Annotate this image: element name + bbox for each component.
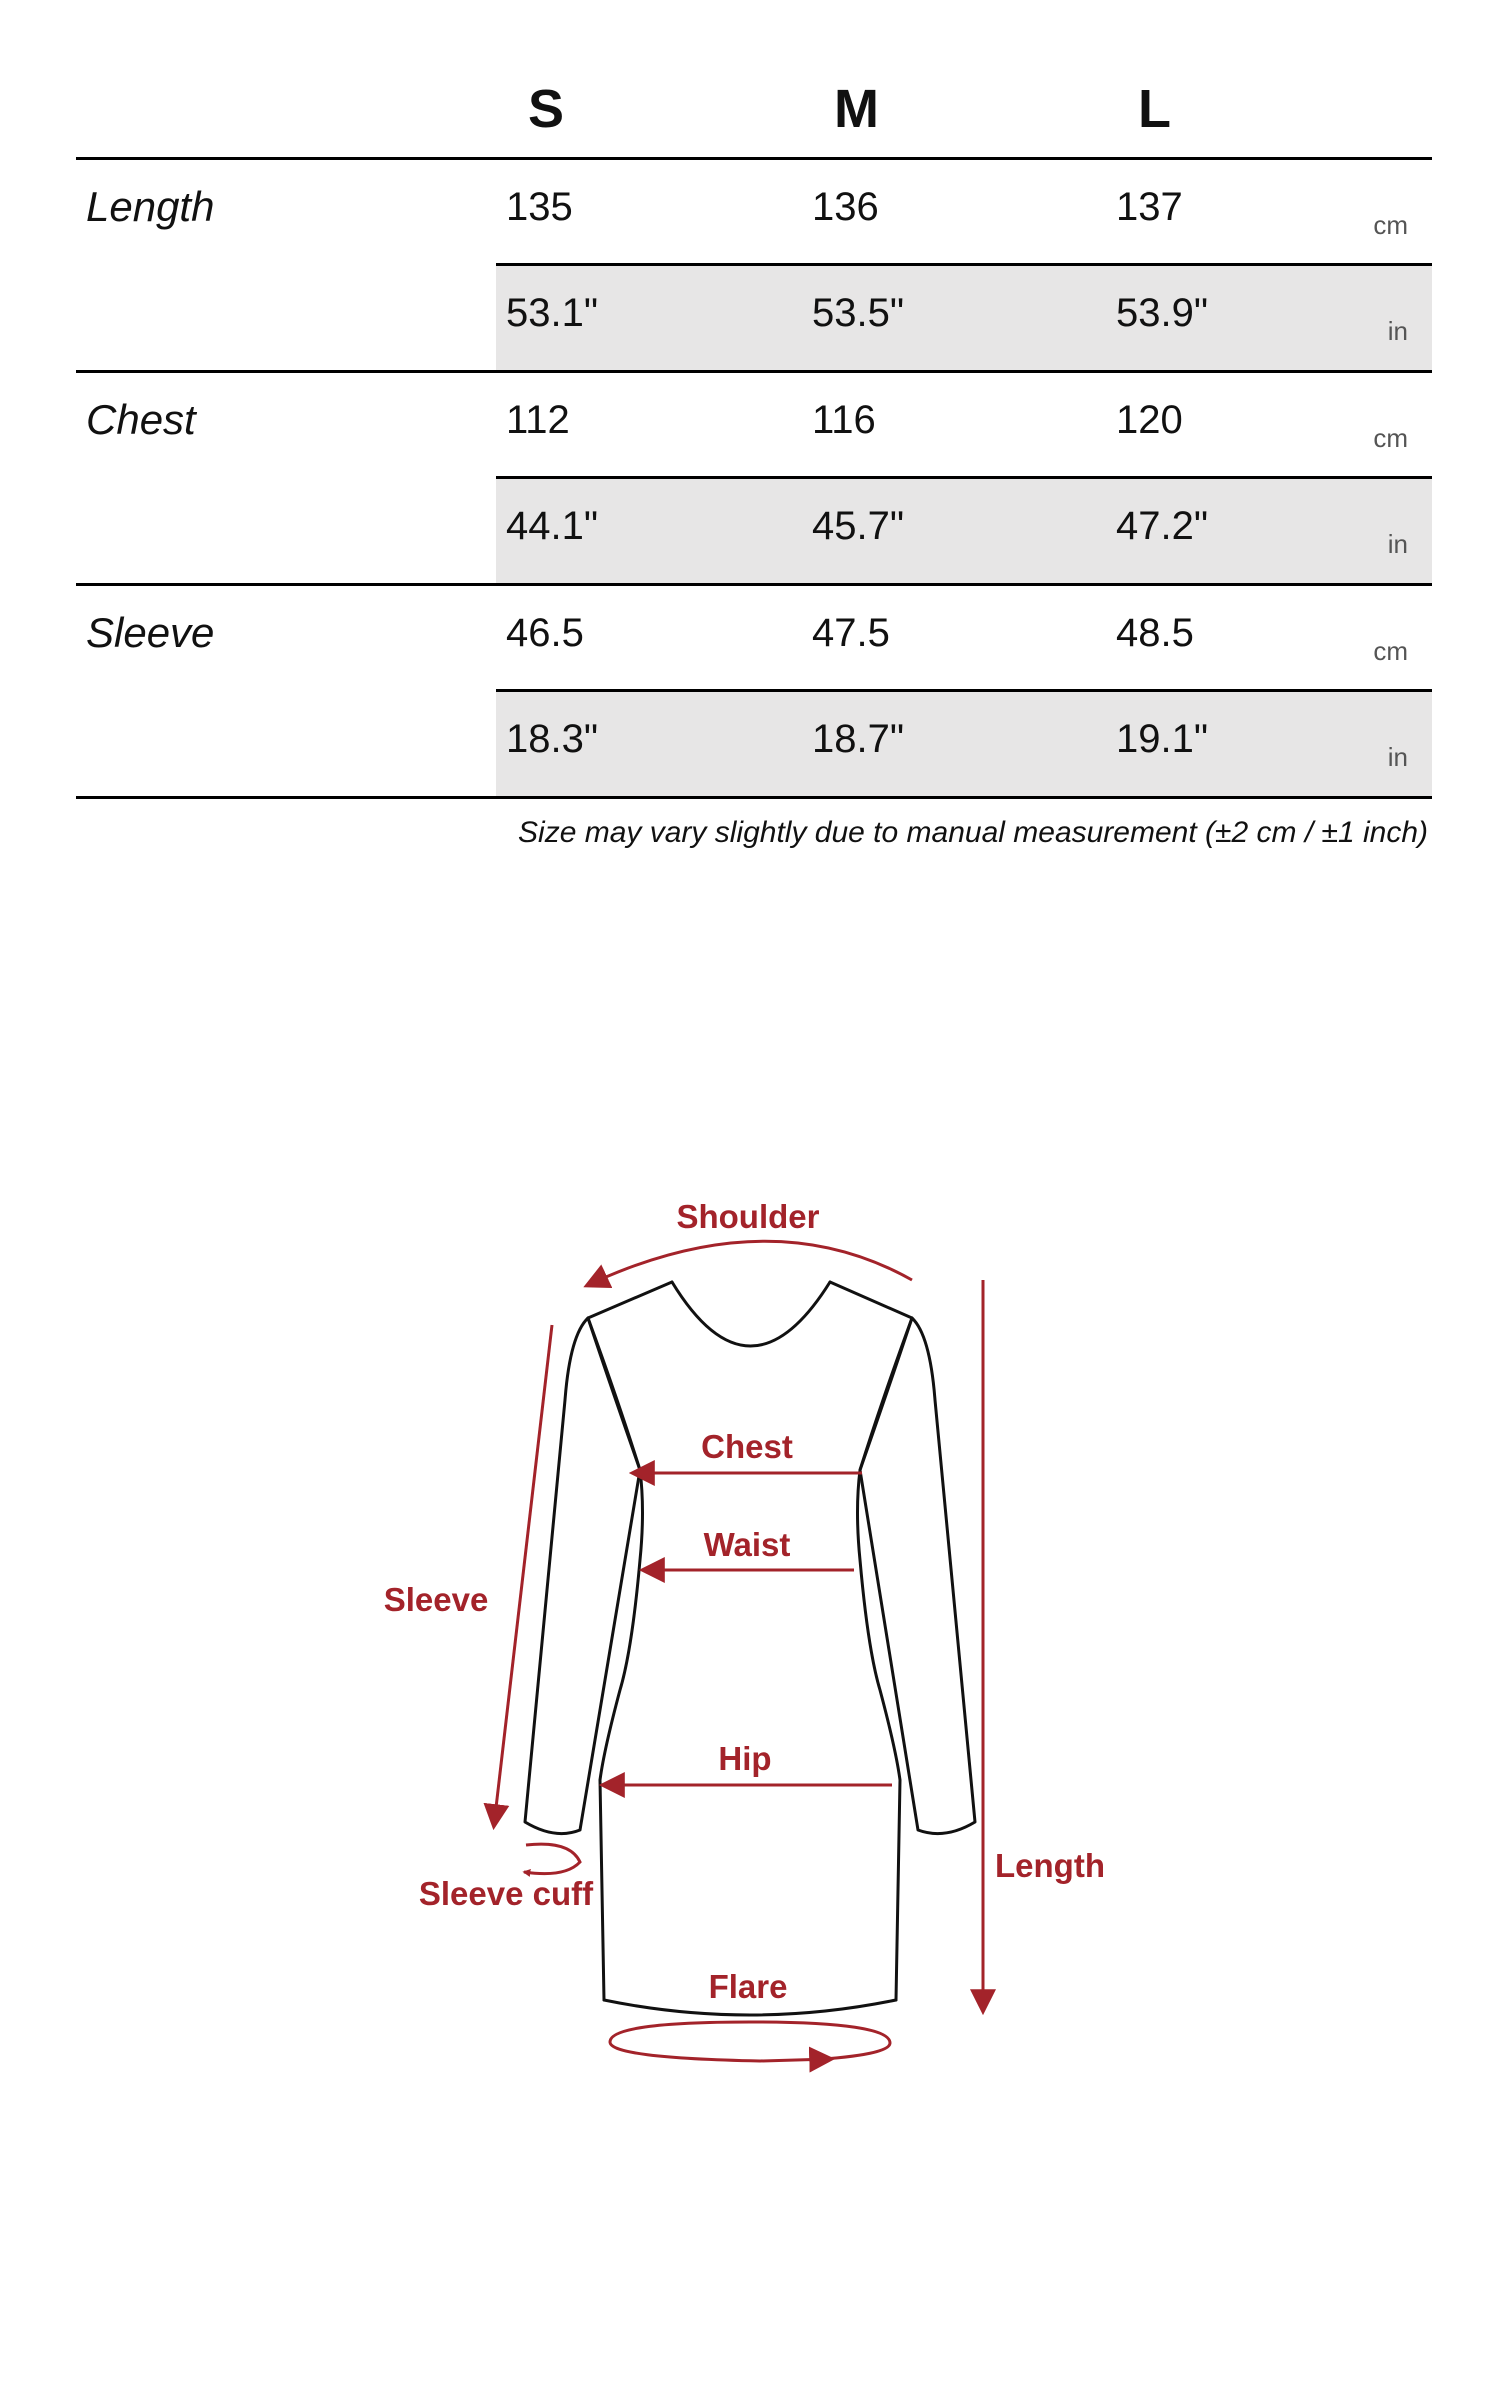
measurement-note: Size may vary slightly due to manual measurement (±2 cm / ±1 inch): [518, 816, 1428, 849]
length-in-l: 53.9": [1116, 291, 1209, 335]
length-cm-l: 137: [1116, 185, 1183, 229]
length-cm-unit: cm: [1373, 210, 1408, 240]
length-in-s: 53.1": [506, 291, 599, 335]
length-cm-s: 135: [506, 185, 573, 229]
dress-shoulders: [588, 1282, 912, 1318]
sleeve-in-m: 18.7": [812, 717, 905, 761]
measure-name-chest: Chest: [86, 396, 196, 443]
sleeve-cm-unit: cm: [1373, 636, 1408, 666]
sleeve-cm-s: 46.5: [506, 611, 584, 655]
sleeve-in-unit: in: [1387, 742, 1408, 772]
chest-cm-l: 120: [1116, 398, 1183, 442]
diagram-label-length: Length: [995, 1847, 1105, 1884]
length-in-m: 53.5": [812, 291, 905, 335]
dress-right-body: [858, 1318, 913, 2000]
chest-cm-unit: cm: [1373, 423, 1408, 453]
size-header-l: L: [1138, 79, 1171, 139]
sleeve-in-l: 19.1": [1116, 717, 1209, 761]
diagram-label-shoulder: Shoulder: [676, 1198, 820, 1235]
shoulder-arrow: [588, 1241, 912, 1285]
chest-cm-m: 116: [812, 398, 876, 442]
measure-name-length: Length: [86, 183, 215, 230]
sleeve-cm-l: 48.5: [1116, 611, 1194, 655]
measurement-arrows: [494, 1241, 983, 2061]
dress-left-sleeve: [525, 1318, 640, 1834]
diagram-label-hip: Hip: [718, 1740, 772, 1777]
diagram-label-sleeve: Sleeve: [383, 1581, 489, 1618]
flare-ellipse: [610, 2022, 890, 2061]
chest-in-m: 45.7": [812, 504, 905, 548]
dress-left-body: [588, 1318, 643, 2000]
sleeve-arrow: [494, 1325, 552, 1825]
dress-right-sleeve: [860, 1318, 975, 1834]
sleeve-in-s: 18.3": [506, 717, 599, 761]
measure-name-sleeve: Sleeve: [86, 609, 215, 656]
sleeve-cm-m: 47.5: [812, 611, 890, 655]
chest-in-unit: in: [1387, 529, 1408, 559]
sleeve-cuff-arrow: [524, 1844, 580, 1874]
length-in-unit: in: [1387, 316, 1408, 346]
diagram-label-waist: Waist: [703, 1526, 791, 1563]
chest-in-s: 44.1": [506, 504, 599, 548]
size-header-m: M: [834, 79, 879, 139]
diagram-label-sleeve-cuff: Sleeve cuff: [418, 1875, 594, 1912]
dress-neckline: [672, 1282, 830, 1346]
chest-in-l: 47.2": [1116, 504, 1209, 548]
diagram-label-chest: Chest: [701, 1428, 793, 1465]
diagram-label-flare: Flare: [708, 1968, 788, 2005]
chest-cm-s: 112: [506, 398, 570, 442]
length-cm-m: 136: [812, 185, 879, 229]
size-header-s: S: [528, 79, 565, 139]
